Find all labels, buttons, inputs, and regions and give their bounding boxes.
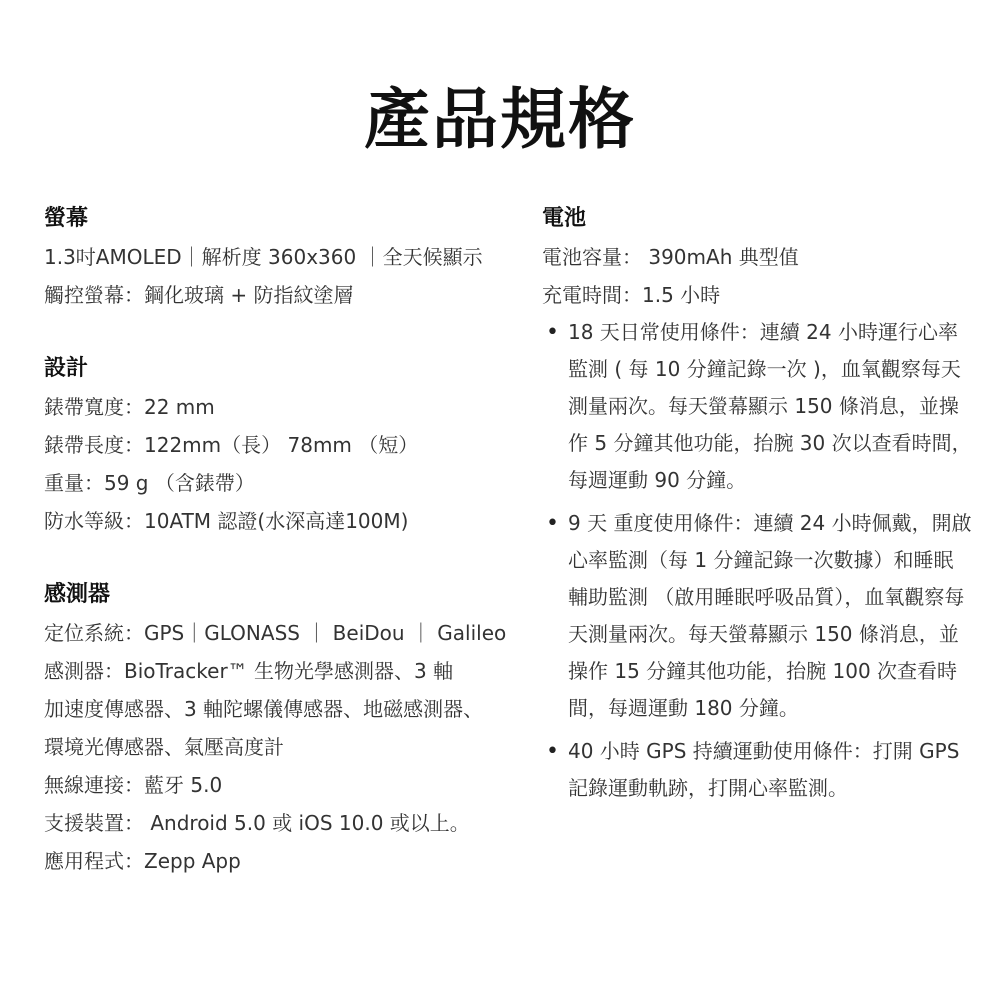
spec-line: 環境光傳感器、氣壓高度計 [44, 735, 284, 759]
list-item [542, 505, 972, 727]
spec-line: 重量：59 g （含錶帶） [44, 471, 255, 495]
section-screen [44, 200, 534, 314]
left-column [44, 200, 534, 880]
section-heading: 螢幕 [44, 206, 89, 231]
spec-line: 定位系統：GPS｜GLONASS ｜ BeiDou ｜ Galileo [44, 621, 507, 645]
section-heading: 感測器 [44, 582, 111, 607]
bullet-text: • 18 天日常使用條件：連續 24 小時運行心率監測 ( 每 10 分鐘記錄一次 )，血氧觀察每天測量兩次。每天螢幕顯示 150 條消息，並操作 5 分鐘其他功能，抬腕 30 次以查看時間，每週運動 90 分鐘。 [568, 320, 972, 492]
spec-line: 錶帶寬度：22 mm [44, 395, 215, 419]
spec-line: 電池容量： 390mAh 典型值 [542, 245, 799, 269]
bullet-text: • 40 小時 GPS 持續運動使用條件：打開 GPS 記錄運動軌跡，打開心率監測。 [568, 739, 960, 800]
spec-line: 充電時間：1.5 小時 [542, 283, 721, 307]
spec-line: 錶帶長度：122mm（長） 78mm （短） [44, 433, 419, 457]
section-sensors [44, 576, 534, 880]
section-heading: 電池 [542, 206, 587, 231]
spec-line: 防水等級：10ATM 認證(水深高達100M) [44, 509, 409, 533]
spec-line: 1.3吋AMOLED｜解析度 360x360 ｜全天候顯示 [44, 245, 483, 269]
spec-line: 支援裝置： Android 5.0 或 iOS 10.0 或以上。 [44, 811, 470, 835]
bullet-text: • 9 天 重度使用條件：連續 24 小時佩戴，開啟心率監測（每 1 分鐘記錄一次數據）和睡眠輔助監測 （啟用睡眠呼吸品質），血氧觀察每天測量兩次。每天螢幕顯示 150 條消息，並操作 15 分鐘其他功能，抬腕 100 次查看時間，每週運動 180 分鐘。 [568, 511, 972, 720]
spec-line: 觸控螢幕：鋼化玻璃 + 防指紋塗層 [44, 283, 354, 307]
list-item [542, 314, 972, 499]
right-column [542, 200, 972, 813]
spec-line: 加速度傳感器、3 軸陀螺儀傳感器、地磁感測器、 [44, 697, 484, 721]
usage-list [542, 314, 972, 807]
spec-line: 無線連接：藍牙 5.0 [44, 773, 223, 797]
section-design [44, 350, 534, 540]
list-item [542, 733, 972, 807]
page-title: 產品規格 [364, 81, 636, 158]
section-battery [542, 200, 972, 807]
spec-line: 感測器：BioTracker™ 生物光學感測器、3 軸 [44, 659, 454, 683]
spec-line: 應用程式：Zepp App [44, 849, 241, 873]
section-heading: 設計 [44, 356, 89, 381]
